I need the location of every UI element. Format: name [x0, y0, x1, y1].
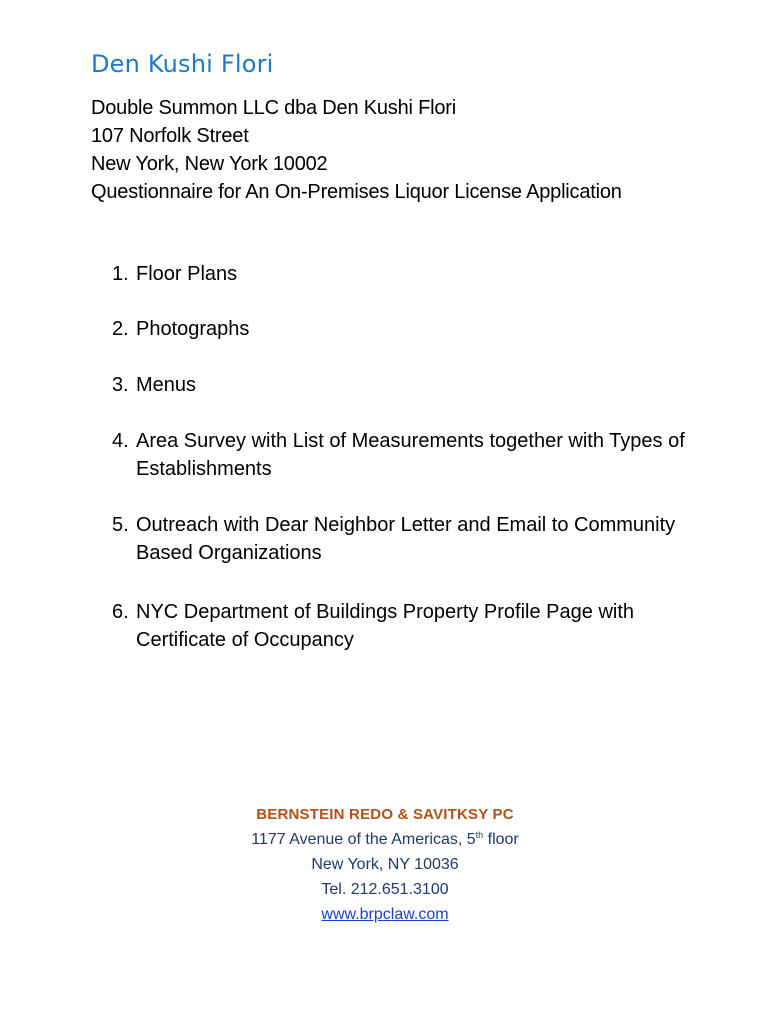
header-line-company: Double Summon LLC dba Den Kushi Flori [91, 97, 457, 119]
list-item-text: Area Survey with List of Measurements together with Types of Establishments [136, 430, 685, 480]
list-item-number: 2. [112, 318, 129, 340]
footer-block [0, 802, 770, 927]
firm-address [0, 827, 770, 852]
list-item-text: Outreach with Dear Neighbor Letter and Email to Community Based Organizations [136, 514, 676, 564]
list-item [112, 511, 712, 567]
document-title: Den Kushi Flori [91, 50, 274, 78]
list-item [112, 598, 712, 654]
firm-address-main: 1177 Avenue of the Americas, 5 [251, 831, 476, 848]
attachments-list [112, 260, 712, 654]
firm-name: BERNSTEIN REDO & SAVITKSY PC [256, 806, 514, 823]
header-block [91, 94, 622, 206]
header-line-subject: Questionnaire for An On-Premises Liquor License Application [91, 181, 622, 203]
list-item-number: 1. [112, 263, 129, 285]
list-item-number: 3. [112, 374, 129, 396]
firm-website-link[interactable]: www.brpclaw.com [321, 906, 449, 923]
list-item-number: 4. [112, 430, 129, 452]
list-item-text: Menus [136, 374, 197, 396]
firm-address-ordinal: th [475, 830, 484, 840]
firm-address-floor: floor [483, 831, 519, 848]
list-item [112, 427, 712, 483]
list-item-text: Photographs [136, 318, 250, 340]
list-item [112, 315, 712, 343]
list-item-number: 6. [112, 601, 129, 623]
header-line-city: New York, New York 10002 [91, 153, 328, 175]
header-line-street: 107 Norfolk Street [91, 125, 249, 147]
list-item [112, 260, 712, 288]
list-item-number: 5. [112, 514, 129, 536]
firm-phone: Tel. 212.651.3100 [321, 881, 449, 898]
list-item [112, 371, 712, 399]
list-item-text: Floor Plans [136, 263, 238, 285]
list-item-text: NYC Department of Buildings Property Profile Page with Certificate of Occupancy [136, 601, 635, 651]
firm-city: New York, NY 10036 [311, 856, 459, 873]
